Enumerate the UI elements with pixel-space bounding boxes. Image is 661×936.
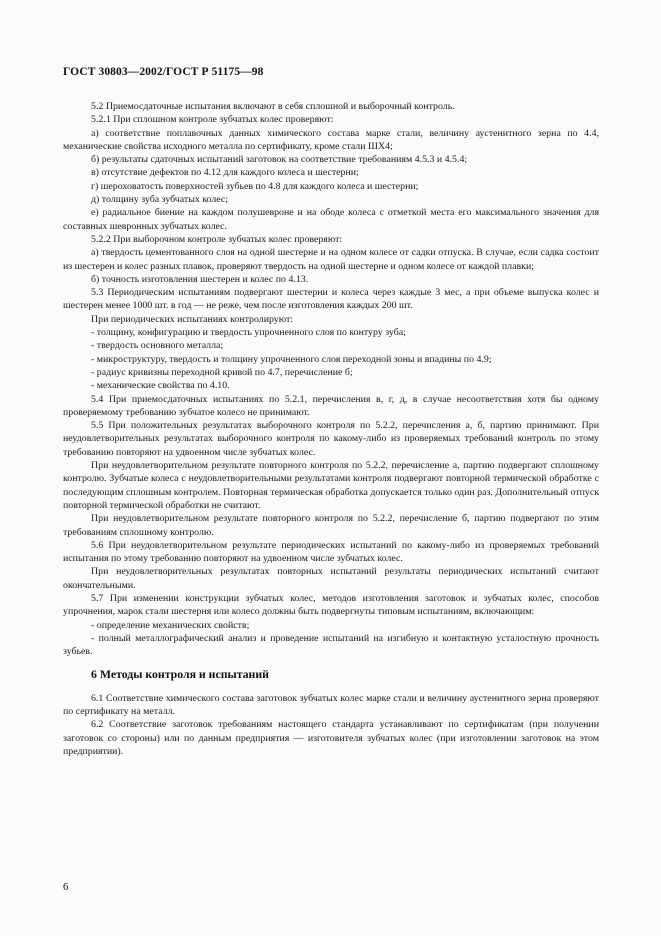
paragraph: 5.6 При неудовлетворительном результате периодических испытаний по какому-либо из проверяемых требований испытания по этому требованию повторяют на удвоенном числе зубчатых колес. <box>63 539 599 565</box>
paragraph: 5.3 Периодическим испытаниям подвергают шестерни и колеса через каждые 3 мес, а при объеме выпуска колес и шестерен менее 1000 шт. в год — не реже, чем после изготовления каждых 200 шт. <box>63 287 599 312</box>
list-item: - механические свойства по 4.10. <box>91 380 230 392</box>
list-item: - радиус кривизны переходной кривой по 4.7, перечисление б; <box>91 366 353 378</box>
list-item: е) радиальное биение на каждом полушевроне и на ободе колеса с отметкой места его максимального значения для составных шевронных зубчатых колес. <box>63 207 599 232</box>
list-item: а) соответствие поплавочных данных химического состава марке стали, величину аустенитного зерна по 4.4, механические свойства исходного металла по сертификату, кроме стали ШХ4; <box>63 127 599 152</box>
list-item: в) отсутствие дефектов по 4.12 для каждого колеса и шестерни; <box>91 167 359 179</box>
list-item: б) точность изготовления шестерен и колес по 4.13. <box>91 273 309 285</box>
list-item: а) твердость цементованного слоя на одной шестерне и на одном колесе от садки отпуска. В случае, если садка состоит из шестерен и колес разных плавок, проверяют твердость на одной шестерне и одном колесе от каждой плавки; <box>63 247 599 272</box>
list-item: б) результаты сдаточных испытаний заготовок на соответствие требованиям 4.5.3 и 4.5.4; <box>91 154 468 166</box>
paragraph: При неудовлетворительном результате повторного контроля по 5.2.2, перечисление б, партию подвергают по этим требованиям сплошному контролю. <box>63 513 599 538</box>
document-body <box>63 100 599 758</box>
section-title: 6 Методы контроля и испытаний <box>91 667 269 682</box>
paragraph: 5.2 Приемосдаточные испытания включают в себя сплошной и выборочный контроль. <box>91 101 455 112</box>
list-item: - микроструктуру, твердость и толщину упрочненного слоя переходной зоны и впадины по 4.9; <box>91 353 492 365</box>
page-number: 6 <box>63 882 69 893</box>
paragraph: 5.7 При изменении конструкции зубчатых колес, методов изготовления заготовок и зубчатых колес, способов упрочнения, марок стали шестерня или колесо должны быть подвергнуты типовым испытаниям, включающим: <box>63 592 599 618</box>
list-item: - толщину, конфигурацию и твердость упрочненного слоя по контуру зуба; <box>91 327 406 339</box>
paragraph: 5.2.1 При сплошном контроле зубчатых колес проверяют: <box>91 114 334 126</box>
paragraph: При неудовлетворительных результатах повторных испытаний результаты периодических испытаний считают окончательными. <box>63 566 599 591</box>
paragraph: 6.1 Соответствие химического состава заготовок зубчатых колес марке стали и величину аустенитного зерна проверяют по сертификату на металл. <box>63 692 599 718</box>
standard-header: ГОСТ 30803—2002/ГОСТ Р 51175—98 <box>63 66 264 78</box>
list-item: д) толщину зуба зубчатых колес; <box>91 194 229 206</box>
paragraph: 6.2 Соответствие заготовок требованиям настоящего стандарта устанавливают по сертификатам (при получении заготовок со стороны) или по данным предприятия — изготовителя зубчатых колес (при изготовлении заготовок на этом предприятии). <box>63 719 599 757</box>
list-item: - полный металлографический анализ и проведение испытаний на изгибную и контактную усталостную прочность зубьев. <box>63 632 599 658</box>
paragraph: 5.4 При приемосдаточных испытаниях по 5.2.1, перечисления в, г, д, в случае несоответствия хотя бы одному проверяемому требованию зубчатое колесо не принимают. <box>63 393 599 418</box>
paragraph: 5.5 При положительных результатах выборочного контроля по 5.2.2, перечисления а, б, партию принимают. При неудовлетворительных результатах выборочного контроля по какому-либо из проверяемых требований контроль по этому требованию повторяют на удвоенном числе зубчатых колес. <box>63 420 599 458</box>
list-item: г) шероховатость поверхностей зубьев по 4.8 для каждого колеса и шестерни; <box>91 180 419 192</box>
list-item: - твердость основного металла; <box>91 340 224 352</box>
paragraph: При неудовлетворительном результате повторного контроля по 5.2.2, перечисление а, партию подвергают сплошному контролю. Зубчатые колеса с неудовлетворительными результатами контроля подвергают повторной термической обработке с последующим сплошным контролем. Повторная термическая обработка допускается только один раз. Дополнительный отпуск повторной термической обработки не считают. <box>63 460 599 511</box>
paragraph: При периодических испытаниях контролируют: <box>91 313 294 325</box>
paragraph: 5.2.2 При выборочном контроле зубчатых колес проверяют: <box>91 233 343 245</box>
list-item: - определение механических свойств; <box>91 619 250 631</box>
